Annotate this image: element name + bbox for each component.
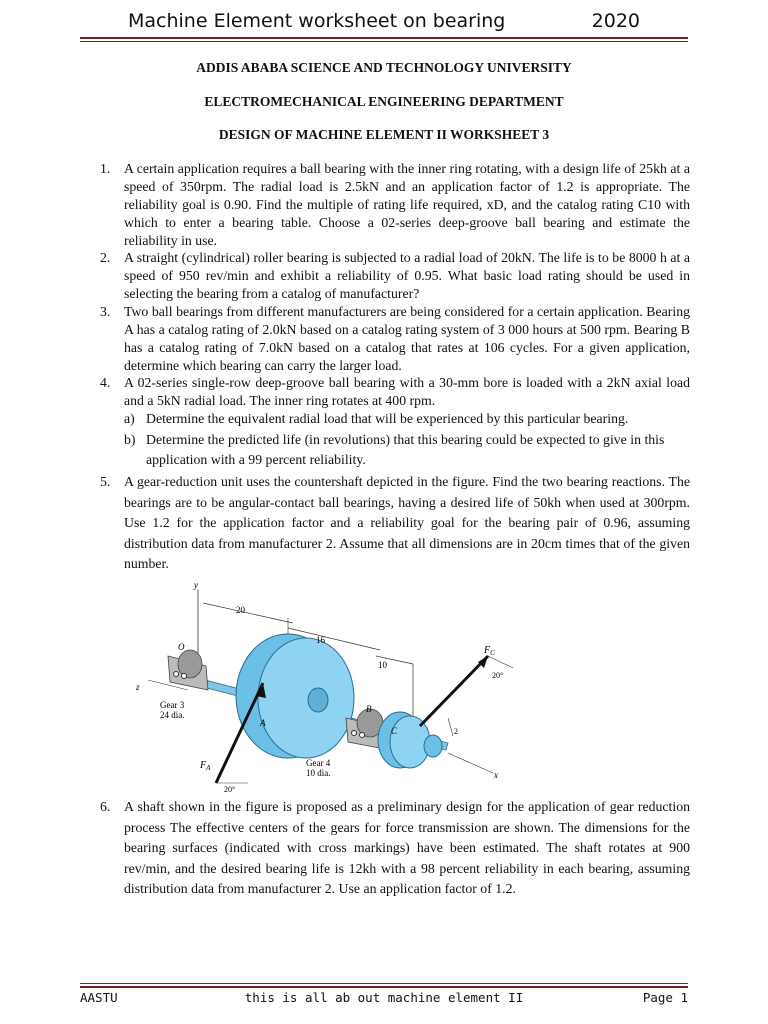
header-title: Machine Element worksheet on bearing xyxy=(128,10,506,32)
bolt-hole xyxy=(352,731,357,736)
label-angle-c: 20° xyxy=(492,671,504,680)
gear-3-face xyxy=(258,638,354,758)
question-text: A gear-reduction unit uses the countershaft depicted in the figure. Find the two bearing reactions. The bearings are to be angular-contact ball bearings, having a desired life of 50kh when used at 300rpm. Use 1.2 for the application factor and a reliability goal for the bearing pair of 0.96, assuming distribution data from manufacturer 2. Assume that all dimensions are in 20cm times that of the given number. xyxy=(124,474,690,571)
label-dim-20: 20 xyxy=(236,605,245,615)
label-y: y xyxy=(194,580,198,590)
label-dim-16: 16 xyxy=(316,635,325,645)
question-4a xyxy=(124,410,690,428)
question-text: A certain application requires a ball bearing with the inner ring rotating, with a design life of 25kh at a speed of 350rpm. The radial load is 2.5kN and an application factor of 1.2 is appropriate. The reliability goal is 0.90. Find the multiple of rating life required, xD, and the catalog rating C10 with which to enter a bearing table. Choose a 02-series deep-groove ball bearing and estimate the reliability in use. xyxy=(124,161,690,248)
question-4 xyxy=(100,374,690,410)
gear-3-hub xyxy=(308,688,328,712)
question-text: A straight (cylindrical) roller bearing is subjected to a radial load of 20kN. The life is to be 8000 h at a speed of 950 rev/min and exhibit a reliability of 0.95. What basic load rating should be used in selecting the bearing from a catalog of manufacturer? xyxy=(124,250,690,301)
footer-rule-thin xyxy=(80,983,688,984)
label-gear4-line2: 10 dia. xyxy=(306,768,331,778)
label-dim-10: 10 xyxy=(378,660,387,670)
question-5 xyxy=(100,472,690,575)
label-fc: $F_C$ xyxy=(484,645,495,657)
sub-text: Determine the predicted life (in revolutions) that this bearing could be expected to give in this application with a 99 percent reliability. xyxy=(146,432,665,467)
question-number: 1. xyxy=(100,161,111,176)
question-6 xyxy=(100,797,690,900)
question-number: 5. xyxy=(100,474,111,489)
footer-page-number: Page 1 xyxy=(642,990,688,1005)
bearing-o-housing xyxy=(178,650,202,678)
label-o: O xyxy=(178,642,185,652)
label-gear4-line1: Gear 4 xyxy=(306,758,331,768)
question-text: A 02-series single-row deep-groove ball bearing with a 30-mm bore is loaded with a 2kN axial load and a 5kN radial load. The inner ring rotates at 400 rpm. xyxy=(124,375,690,408)
question-number: 2. xyxy=(100,250,111,265)
question-number: 3. xyxy=(100,304,111,319)
angle-c-ref xyxy=(488,656,513,668)
question-4b xyxy=(124,430,690,470)
bolt-hole xyxy=(360,733,365,738)
label-x: x xyxy=(494,770,498,780)
dim-line-2 xyxy=(448,718,453,736)
question-number: 4. xyxy=(100,375,111,390)
sub-number: a) xyxy=(124,411,135,426)
worksheet-title: DESIGN OF MACHINE ELEMENT II WORKSHEET 3 xyxy=(218,127,550,142)
x-axis-line xyxy=(448,753,493,773)
question-number: 6. xyxy=(100,799,111,814)
shaft-end xyxy=(424,735,442,757)
footer-rule xyxy=(80,986,688,988)
question-text: A shaft shown in the figure is proposed as a preliminary design for the application of gear reduction process The effective centers of the gears for force transmission are shown. The dimensions for the bearing surfaces (indicated with cross markings) have been estimated. The shaft rotates at 900 rev/min, and the desired bearing life is 12kh with a 98 percent reliability in each bearing, assuming distribution data from manufacturer 2. Use an application factor of 1.2. xyxy=(124,799,690,896)
sub-number: b) xyxy=(124,432,136,447)
department-title: ELECTROMECHANICAL ENGINEERING DEPARTMENT xyxy=(204,94,564,109)
question-3 xyxy=(100,303,690,375)
question-1 xyxy=(100,160,690,250)
label-gear3-line1: Gear 3 xyxy=(160,700,185,710)
label-a: A xyxy=(260,718,266,728)
header-rule-thin xyxy=(80,41,688,42)
bolt-hole xyxy=(174,672,179,677)
footer-center: this is all ab out machine element II xyxy=(244,990,524,1005)
label-fa: $F_A$ xyxy=(200,760,211,772)
bolt-hole xyxy=(182,674,187,679)
label-angle-a: 20° xyxy=(224,785,236,793)
label-z: z xyxy=(136,682,140,692)
sub-text: Determine the equivalent radial load that will be experienced by this particular bearing. xyxy=(146,411,629,426)
header-year: 2020 xyxy=(591,10,640,32)
label-dim-2: 2 xyxy=(454,727,458,736)
label-c: C xyxy=(391,726,398,736)
dim-line-20 xyxy=(203,603,293,623)
question-text: Two ball bearings from different manufacturers are being considered for a certain application. Bearing A has a catalog rating of 2.0kN based on a catalog rating system of 3 000 hours at 500 rpm. Bearing B has a catalog rating of 7.0kN based on a catalog that rates at 106 cycles. For a given application, determine which bearing can carry the larger load. xyxy=(124,304,690,373)
question-2 xyxy=(100,249,690,303)
page-header xyxy=(80,8,688,38)
label-gear3-line2: 24 dia. xyxy=(160,710,185,720)
footer-left: AASTU xyxy=(80,990,118,1005)
countershaft-figure xyxy=(128,578,528,793)
header-rule xyxy=(80,37,688,39)
force-c-arrow xyxy=(420,656,488,726)
university-title: ADDIS ABABA SCIENCE AND TECHNOLOGY UNIVERSITY xyxy=(196,60,572,75)
label-b: B xyxy=(366,704,372,714)
